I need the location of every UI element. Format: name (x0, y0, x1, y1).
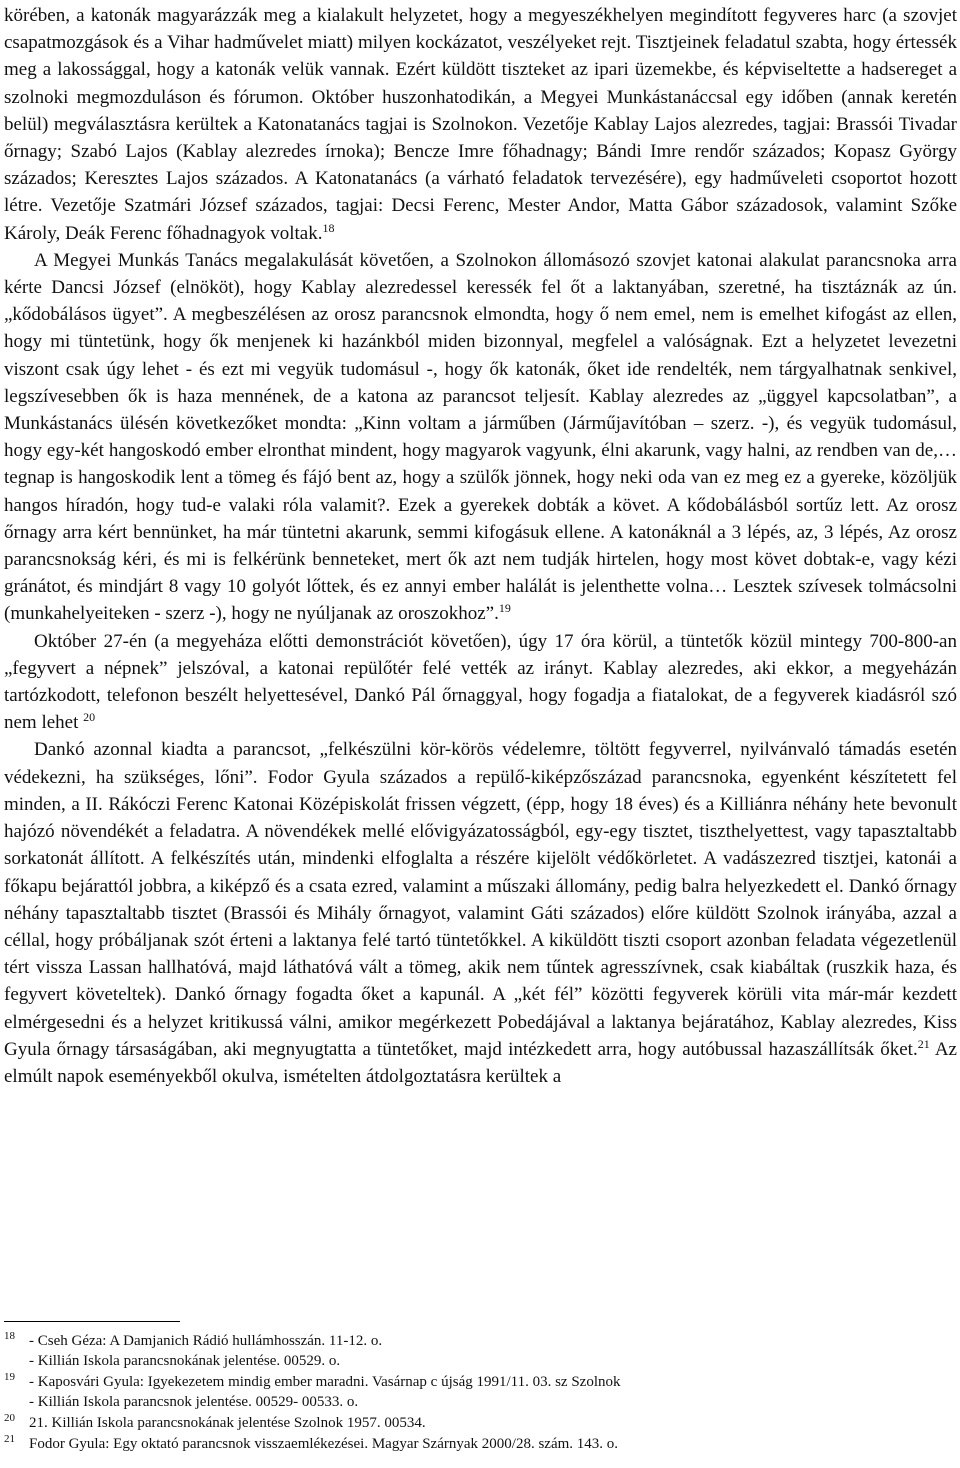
paragraph (4, 247, 957, 628)
paragraph-text: Dankó azonnal kiadta a parancsot, „felkészülni kör-körös védelemre, töltött fegyverrel, nyilvánvaló támadás esetén védekezni, ha szükséges, lőni”. Fodor Gyula százados a repülő-kiképzőszázad parancsnoka, egyenként készítetett fel minden, a II. Rákóczi Ferenc Katonai Középiskolát frissen végzett, (épp, hogy 18 éves) és a Killiánra néhány hete bevonult hajózó növendékét a feladatra. A növendékek mellé elővigyázatosságból, egy-egy tisztet, tiszthelyettest, vagy tapasztaltabb sorkatonát állított. A felkészítés után, mindenki elfoglalta a részére kijelölt védőkörletet. A vadászezred tisztjei, katonái a főkapu bejárattól jobbra, a kiképző és a csata ezred, valamint a műszaki állomány, pedig balra helyezkedett el. Dankó őrnagy néhány tapasztaltabb tisztet (Brassói és Mihály őrnagyot, valamint Gáti százados) előre küldött Szolnok irányába, azzal a céllal, hogy próbáljanak szót érteni a laktanya felé tartó tüntetőkkel. A kiküldött tiszti csoport azonban feladata végezetlenül tért vissza Lassan hallhatóvá, majd láthatóvá vált a tömeg, akik nem tűntek agresszívnek, csak kiabáltak (ruszkik haza, és fegyvert követeltek). Dankó őrnagy fogadta őket a kapunál. A „két fél” közötti fegyverek körüli vita már-már kezdett elmérgesedni és a helyzet kritikussá válni, amikor megérkezett Pobedájával a laktanya bejáratához, Kablay alezredes, Kiss Gyula őrnagy társaságában, aki megnyugtatta a tüntetőket, majd intézkedett arra, hogy autóbussal hazaszállítsák őket. (4, 739, 957, 1060)
footnote-lines (29, 1434, 954, 1455)
footnote-line: 21. Killián Iskola parancsnokának jelentése Szolnok 1957. 00534. (29, 1414, 426, 1431)
footnote-divider (4, 1321, 180, 1322)
footnote-line: - Kaposvári Gyula: Igyekezetem mindig ember maradni. Vasárnap c újság 1991/11. 03. sz Szolnok (29, 1373, 621, 1390)
paragraph-text: Az elmúlt napok eseményekből okulva, ismételten átdolgoztatásra kerültek a (4, 1038, 957, 1087)
footnote-number: 20 (4, 1411, 15, 1424)
footnote-lines (29, 1413, 954, 1434)
footnote (4, 1372, 954, 1413)
footnote-number-cell (4, 1372, 29, 1413)
body-text (4, 2, 957, 1090)
footnote-number-cell (4, 1434, 29, 1455)
footnote-number: 18 (4, 1330, 15, 1342)
footnote-number-cell (4, 1413, 29, 1434)
footnote (4, 1434, 954, 1455)
footnote-reference: 19 (498, 601, 511, 616)
paragraph-text: körében, a katonák magyarázzák meg a kialakult helyzetet, hogy a megyeszékhelyen megindított fegyveres harc (a szovjet csapatmozgások és a Vihar hadművelet miatt) milyen kockázatot, veszélyeket rejt. Tisztjeinek feladatul szabta, hogy értessék meg a lakossággal, hogy a katonák velük vannak. Ezért küldött tiszteket az ipari üzemekbe, és képviseltette a hadsereget a szolnoki megmozduláson és fórumon. Október huszonhatodikán, a Megyei Munkástanáccsal egy időben (annak keretén belül) megválasztásra kerültek a Katonatanács tagjai is Szolnokon. Vezetője Kablay Lajos alezredes, tagjai: Brassói Tivadar őrnagy; Szabó Lajos (Kablay alezredes írnoka); Bencze Imre főhadnagy; Bándi Imre rendőr százados; Kopasz György százados; Keresztes Lajos százados. A Katonatanács (a várható feladatok tervezésére), egy hadműveleti csoportot hozott létre. Vezetője Szatmári József százados, tagjai: Decsi Ferenc, Mester Andor, Matta Gábor századosok, valamint Szőke Károly, Deák Ferenc főhadnagyok voltak. (4, 5, 957, 244)
footnote-lines (29, 1331, 954, 1372)
footnote-line: - Cseh Géza: A Damjanich Rádió hullámhosszán. 11-12. o. (29, 1333, 383, 1349)
paragraph-text: A Megyei Munkás Tanács megalakulását követően, a Szolnokon állomásozó szovjet katonai alakulat parancsnoka arra kérte Dancsi József (elnököt), hogy Kablay alezredessel keressék fel őt a laktanyában, szeretné, ha tisztáznák az ún. „kődobálásos ügyet”. A megbeszélésen az orosz parancsnok elmondta, hogy ő nem emel, nem is emelhet kifogást az ellen, hogy mi tüntetünk, hogy ők menjenek ki hazánkból miden bizonnyal, megfelel a valóságnak. Ezt a helyzetet levezetni viszont csak úgy lehet - és ezt mi vegyük tudomásul -, hogy ők katonák, őket ide rendelték, nem tárgyalhatnak senkivel, legszívesebben ők is haza mennének, de a katona az parancsot teljesít. Kablay alezredes az „üggyel kapcsolatban”, a Munkástanács ülésén következőket mondta: „Kinn voltam a járműben (Járműjavítóban – szerz. -), és vegyük tudomásul, hogy egy-két hangoskodó ember elronthat mindent, hogy magyarok vagyunk, élni akarunk, vagy halni, az rendben van de,… tegnap is hangoskodik lent a tömeg és fájó bent az, hogy a szülők jönnek, hogy neki oda van ez meg ez a gyereke, közöljük hangos híradón, hogy tud-e valaki róla valamit?. Ezek a gyerekek dobták a követ. A kődobálásból sortűz lett. Az orosz őrnagy arra kért bennünket, ha már tüntetni akarunk, semmi kifogásuk ellene. A katonáknál a 3 lépés, az, 3 lépés, Az orosz parancsnokság kéri, és mi is felkérünk benneteket, mert ők azt nem tudják hirtelen, hogy most követ dobtak-e, vagy kézi gránátot, és mindjárt 8 vagy 10 golyót lőttek, és ez annyi ember halálát is jelenthette volna… Lesztek szívesek tolmácsolni (munkahelyeiteken - szerz -), hogy ne nyúljanak az oroszokhoz”. (4, 249, 957, 625)
footnote (4, 1413, 954, 1434)
footnote-reference: 18 (322, 220, 335, 235)
footnote-line: Fodor Gyula: Egy oktató parancsnok visszaemlékezései. Magyar Szárnyak 2000/28. szám. 143. o. (29, 1436, 619, 1453)
footnote-line: - Killián Iskola parancsnokának jelentése. 00529. o. (29, 1353, 341, 1370)
footnote-line: - Killián Iskola parancsnok jelentése. 00529- 00533. o. (29, 1394, 359, 1411)
footnote-reference: 20 (83, 710, 96, 725)
footnote-lines (29, 1372, 954, 1413)
footnote-reference: 21 (917, 1036, 930, 1051)
footnote-number-cell (4, 1331, 29, 1372)
paragraph (4, 2, 957, 247)
footnote (4, 1331, 954, 1372)
paragraph (4, 628, 957, 737)
paragraph (4, 736, 957, 1090)
footnotes (4, 1331, 954, 1455)
paragraph-text: Október 27-én (a megyeháza előtti demonstrációt követően), úgy 17 óra körül, a tüntetők közül mintegy 700-800-an „fegyvert a népnek” jelszóval, a katonai repülőtér felé vették az irányt. Kablay alezredes, aki ekkor, a megyeházán tartózkodott, telefonon beszélt helyettesével, Dankó Pál őrnaggyal, hogy fogadja a fiatalokat, de a fegyverek kiadásról szó nem lehet (4, 630, 957, 734)
footnote-number: 21 (4, 1433, 15, 1446)
footnote-number: 19 (4, 1370, 15, 1383)
